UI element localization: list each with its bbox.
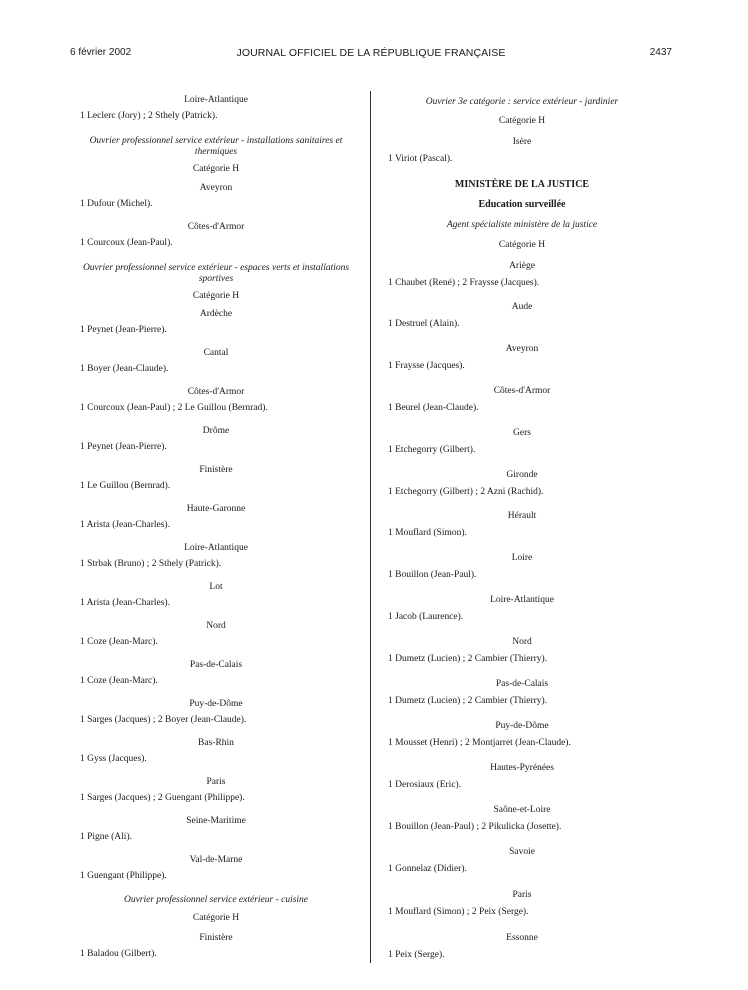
ranking-entry: 1 Boyer (Jean-Claude).: [80, 364, 169, 374]
ranking-entry: 1 Pigne (Ali).: [80, 832, 132, 842]
ranking-entry: 1 Fraysse (Jacques).: [388, 361, 465, 371]
ranking-entry: 1 Destruel (Alain).: [388, 319, 460, 329]
ranking-entry: 1 Jacob (Laurence).: [388, 612, 464, 622]
ranking-entry: 1 Etchegorry (Gilbert).: [388, 445, 476, 455]
department-heading: Gironde: [506, 470, 538, 480]
department-heading: Puy-de-Dôme: [495, 721, 549, 731]
page-number: 2437: [649, 47, 672, 58]
department-heading: Hautes-Pyrénées: [490, 763, 554, 773]
department-heading: Pas-de-Calais: [189, 660, 243, 670]
category-heading: Catégorie H: [192, 913, 240, 923]
category-heading: Catégorie H: [192, 291, 240, 301]
ranking-entry: 1 Mouflard (Simon) ; 2 Peix (Serge).: [388, 907, 529, 917]
ranking-entry: 1 Peynet (Jean-Pierre).: [80, 325, 167, 335]
department-heading: Val-de-Marne: [189, 855, 243, 865]
department-heading: Côtes-d'Armor: [187, 222, 245, 232]
department-heading: Cantal: [203, 348, 229, 358]
department-heading: Bas-Rhin: [198, 738, 234, 748]
department-heading: Côtes-d'Armor: [187, 387, 245, 397]
department-heading: Isère: [512, 137, 532, 147]
ranking-entry: 1 Arista (Jean-Charles).: [80, 520, 170, 530]
department-heading: Nord: [512, 637, 532, 647]
ranking-entry: 1 Gonnelaz (Didier).: [388, 864, 467, 874]
grade-heading: Ouvrier professionnel service extérieur - espaces verts et installations sportives: [82, 263, 350, 284]
ministry-heading: MINISTÈRE DE LA JUSTICE: [454, 179, 590, 190]
ranking-entry: 1 Etchegorry (Gilbert) ; 2 Azni (Rachid).: [388, 487, 544, 497]
department-heading: Paris: [512, 890, 532, 900]
ranking-entry: 1 Strbak (Bruno) ; 2 Sthely (Patrick).: [80, 559, 222, 569]
category-heading: Catégorie H: [192, 164, 240, 174]
department-heading: Loire: [511, 553, 533, 563]
department-heading: Aveyron: [199, 183, 233, 193]
ranking-entry: 1 Dufour (Michel).: [80, 199, 153, 209]
grade-heading: Ouvrier 3e catégorie : service extérieur - jardinier: [425, 97, 619, 107]
category-heading: Catégorie H: [498, 116, 546, 126]
ranking-entry: 1 Coze (Jean-Marc).: [80, 637, 158, 647]
ranking-entry: 1 Guengant (Philippe).: [80, 871, 167, 881]
department-heading: Lot: [209, 582, 223, 592]
ranking-entry: 1 Bouillon (Jean-Paul) ; 2 Pikulicka (Josette).: [388, 822, 562, 832]
department-heading: Hérault: [507, 511, 537, 521]
department-heading: Essonne: [506, 933, 538, 943]
ranking-entry: 1 Le Guillou (Bernrad).: [80, 481, 171, 491]
ranking-entry: 1 Dumetz (Lucien) ; 2 Cambier (Thierry).: [388, 654, 548, 664]
ranking-entry: 1 Sarges (Jacques) ; 2 Guengant (Philippe).: [80, 793, 245, 803]
ranking-entry: 1 Courcoux (Jean-Paul) ; 2 Le Guillou (Bernrad).: [80, 403, 268, 413]
ranking-entry: 1 Sarges (Jacques) ; 2 Boyer (Jean-Claude).: [80, 715, 247, 725]
ranking-entry: 1 Leclerc (Jory) ; 2 Sthely (Patrick).: [80, 111, 218, 121]
department-heading: Loire-Atlantique: [184, 95, 248, 105]
department-heading: Haute-Garonne: [186, 504, 246, 514]
department-heading: Ariège: [509, 261, 535, 271]
department-heading: Loire-Atlantique: [490, 595, 554, 605]
department-heading: Côtes-d'Armor: [493, 386, 551, 396]
ranking-entry: 1 Bouillon (Jean-Paul).: [388, 570, 477, 580]
category-heading: Catégorie H: [498, 240, 546, 250]
department-heading: Puy-de-Dôme: [189, 699, 243, 709]
department-heading: Pas-de-Calais: [495, 679, 549, 689]
department-heading: Aveyron: [505, 344, 539, 354]
department-heading: Finistère: [199, 465, 233, 475]
department-heading: Saône-et-Loire: [493, 805, 551, 815]
service-heading: Education surveillée: [478, 199, 566, 210]
ranking-entry: 1 Beurel (Jean-Claude).: [388, 403, 479, 413]
page-header: [70, 47, 672, 61]
grade-heading: Ouvrier professionnel service extérieur - cuisine: [123, 895, 309, 905]
ranking-entry: 1 Peynet (Jean-Pierre).: [80, 442, 167, 452]
ranking-entry: 1 Baladou (Gilbert).: [80, 949, 157, 959]
ranking-entry: 1 Arista (Jean-Charles).: [80, 598, 170, 608]
department-heading: Loire-Atlantique: [184, 543, 248, 553]
department-heading: Gers: [513, 428, 531, 438]
ranking-entry: 1 Gyss (Jacques).: [80, 754, 147, 764]
department-heading: Savoie: [509, 847, 535, 857]
ranking-entry: 1 Chaubet (René) ; 2 Fraysse (Jacques).: [388, 278, 540, 288]
department-heading: Aude: [511, 302, 533, 312]
ranking-entry: 1 Viriot (Pascal).: [388, 154, 453, 164]
department-heading: Seine-Maritime: [186, 816, 246, 826]
header-date: 6 février 2002: [70, 47, 132, 58]
ranking-entry: 1 Dumetz (Lucien) ; 2 Cambier (Thierry).: [388, 696, 548, 706]
department-heading: Paris: [206, 777, 226, 787]
ranking-entry: 1 Derosiaux (Eric).: [388, 780, 462, 790]
journal-title: JOURNAL OFFICIEL DE LA RÉPUBLIQUE FRANÇAISE: [236, 47, 506, 59]
ranking-entry: 1 Peix (Serge).: [388, 950, 445, 960]
grade-heading: Agent spécialiste ministère de la justice: [446, 220, 598, 230]
ranking-entry: 1 Mouflard (Simon).: [388, 528, 467, 538]
grade-heading: Ouvrier professionnel service extérieur - installations sanitaires et thermiques: [89, 136, 343, 157]
column-divider: [370, 91, 371, 963]
department-heading: Drôme: [202, 426, 230, 436]
ranking-entry: 1 Courcoux (Jean-Paul).: [80, 238, 173, 248]
ranking-entry: 1 Coze (Jean-Marc).: [80, 676, 158, 686]
department-heading: Ardèche: [199, 309, 233, 319]
department-heading: Finistère: [199, 933, 233, 943]
ranking-entry: 1 Mousset (Henri) ; 2 Montjarret (Jean-Claude).: [388, 738, 571, 748]
department-heading: Nord: [206, 621, 226, 631]
